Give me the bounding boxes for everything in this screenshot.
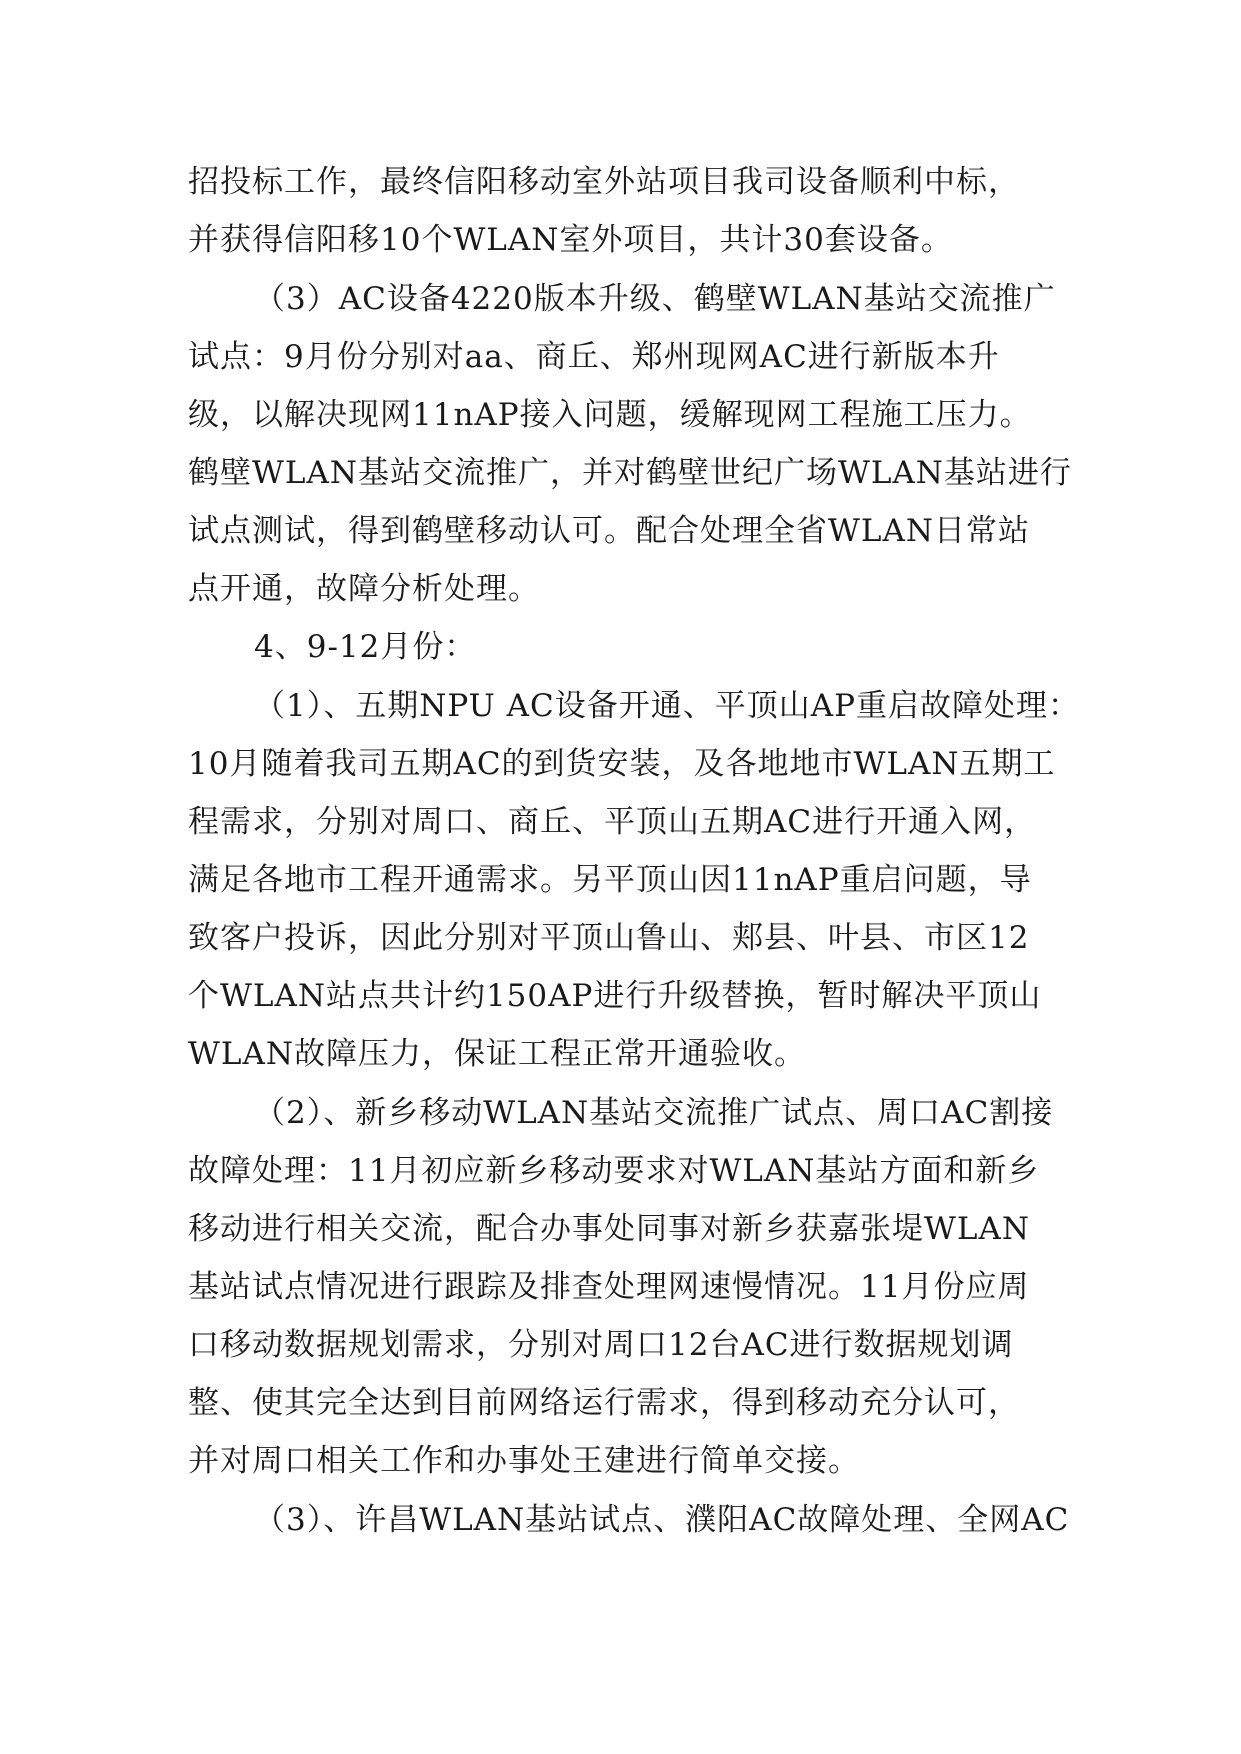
- text-line: WLAN故障压力，保证工程正常开通验收。: [188, 1036, 806, 1072]
- text-line: 鹤壁WLAN基站交流推广，并对鹤壁世纪广场WLAN基站进行: [188, 455, 1072, 491]
- text-line: （2）、新乡移动WLAN基站交流推广试点、周口AC割接: [254, 1095, 1054, 1131]
- text-line: 点开通，故障分析处理。: [188, 571, 540, 607]
- text-line: 个WLAN站点共计约150AP进行升级替换，暂时解决平顶山: [188, 978, 1042, 1014]
- text-line: 招投标工作，最终信阳移动室外站项目我司设备顺利中标，: [188, 164, 1020, 200]
- text-line: 并获得信阳移10个WLAN室外项目，共计30套设备。: [188, 222, 953, 258]
- text-line: 致客户投诉，因此分别对平顶山鲁山、郏县、叶县、市区12: [188, 920, 1030, 956]
- text-line: 整、使其完全达到目前网络运行需求，得到移动充分认可，: [188, 1385, 1020, 1421]
- text-line: 4、9-12月份：: [254, 629, 477, 665]
- text-line: （3）AC设备4220版本升级、鹤壁WLAN基站交流推广: [254, 281, 1056, 317]
- text-line: 故障处理：11月初应新乡移动要求对WLAN基站方面和新乡: [188, 1153, 1040, 1189]
- text-line: 试点：9月份分别对aa、商丘、郑州现网AC进行新版本升: [188, 339, 1000, 375]
- text-line: 基站试点情况进行跟踪及排查处理网速慢情况。11月份应周: [188, 1269, 1030, 1305]
- text-line: 级，以解决现网11nAP接入问题，缓解现网工程施工压力。: [188, 397, 1032, 433]
- text-line: 程需求，分别对周口、商丘、平顶山五期AC进行开通入网，: [188, 804, 1037, 840]
- text-line: （3）、许昌WLAN基站试点、濮阳AC故障处理、全网AC: [254, 1502, 1070, 1538]
- text-line: 满足各地市工程开通需求。另平顶山因11nAP重启问题，导: [188, 862, 1032, 898]
- text-line: 并对周口相关工作和办事处王建进行简单交接。: [188, 1443, 860, 1479]
- text-line: 口移动数据规划需求，分别对周口12台AC进行数据规划调: [188, 1327, 1014, 1363]
- text-line: 10月随着我司五期AC的到货安装，及各地地市WLAN五期工: [188, 746, 1056, 782]
- text-line: （1）、五期NPU AC设备开通、平顶山AP重启故障处理：: [254, 688, 1080, 724]
- text-line: 移动进行相关交流，配合办事处同事对新乡获嘉张堤WLAN: [188, 1211, 1030, 1247]
- text-line: 试点测试，得到鹤壁移动认可。配合处理全省WLAN日常站: [188, 513, 1030, 549]
